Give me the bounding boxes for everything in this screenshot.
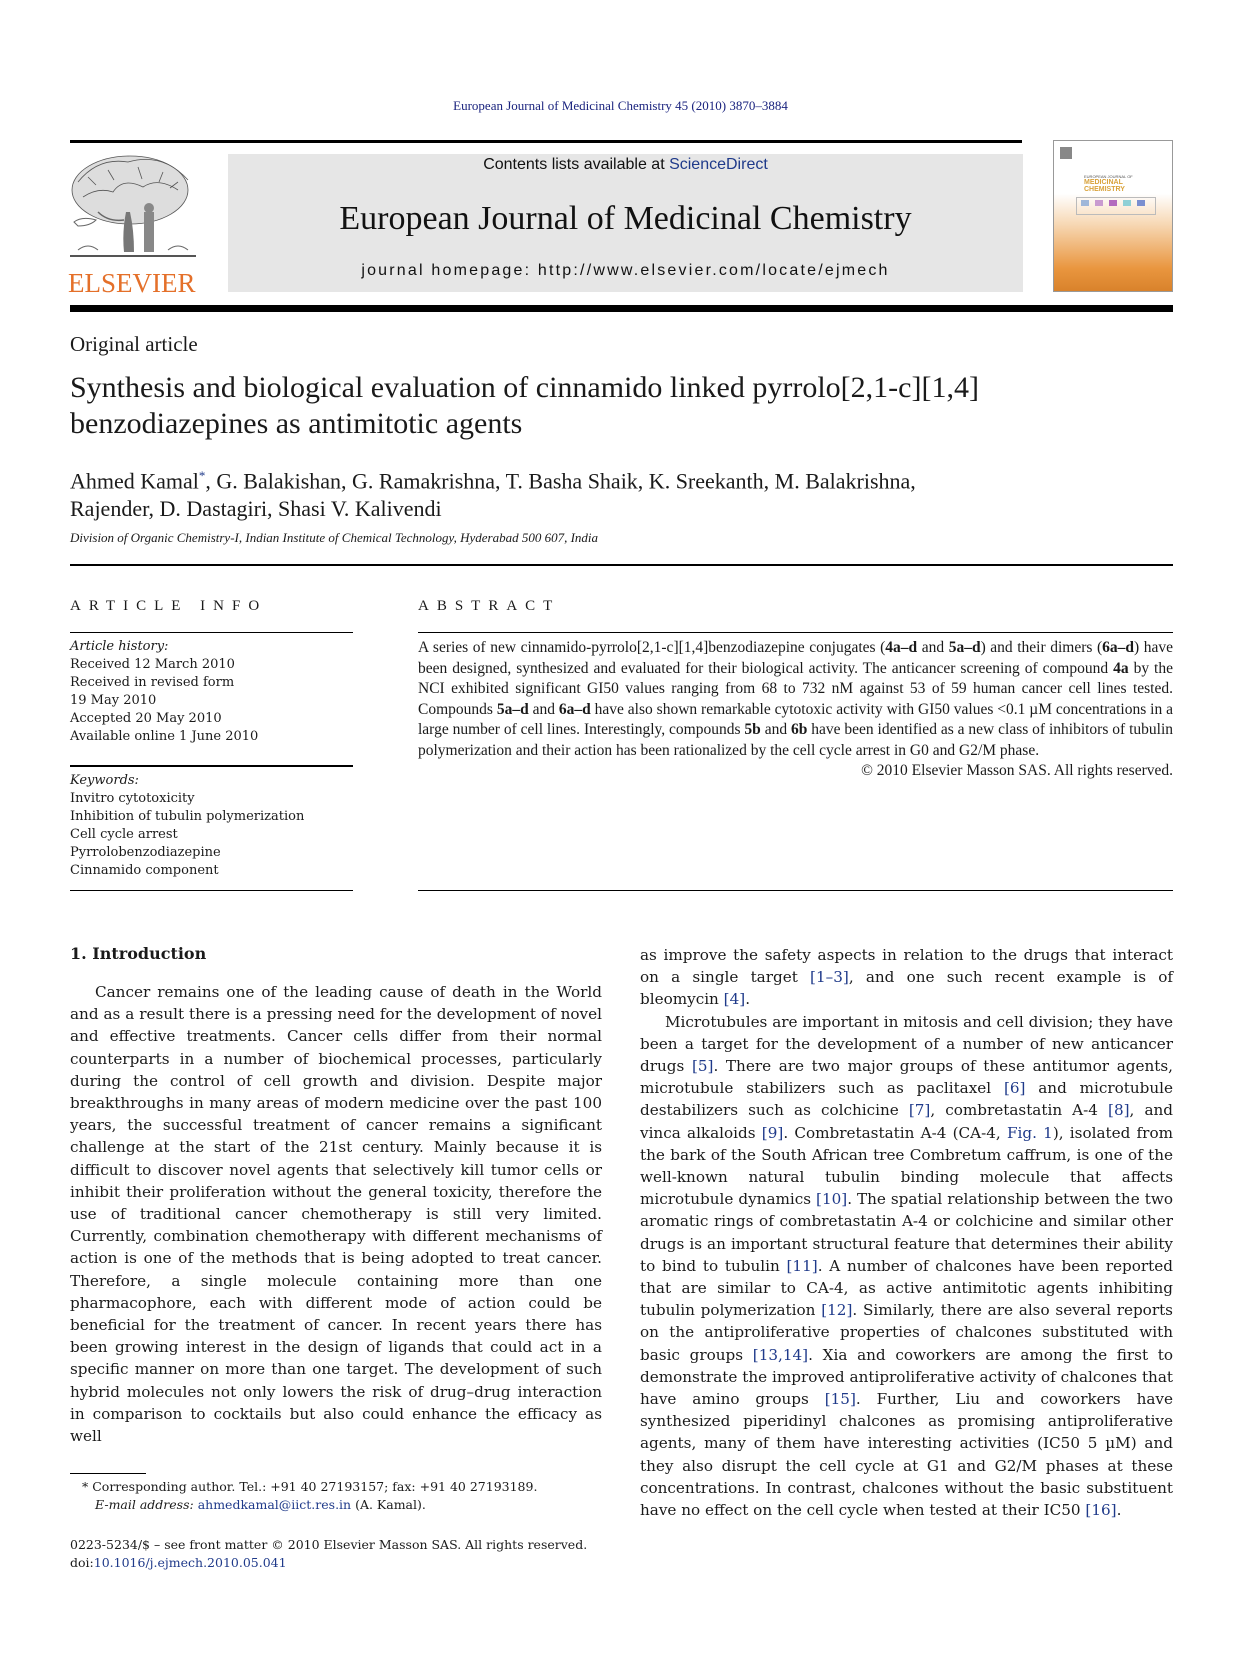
citation-link[interactable]: [16]: [1085, 1501, 1117, 1520]
keywords-label: Keywords:: [70, 773, 139, 788]
history-item: Received in revised form: [70, 675, 235, 690]
corresponding-author-footnote: [82, 1478, 537, 1514]
authors-line2: Rajender, D. Dastagiri, Shasi V. Kalivendi: [70, 496, 442, 522]
figure-link[interactable]: Fig. 1: [1006, 1123, 1053, 1142]
citation-link[interactable]: [6]: [1003, 1079, 1026, 1098]
article-info-heading: ARTICLE INFO: [70, 598, 268, 614]
article-type: Original article: [70, 332, 198, 356]
issn-line: 0223-5234/$ – see front matter © 2010 Elsevier Masson SAS. All rights reserved.: [70, 1537, 588, 1552]
journal-cover-thumbnail[interactable]: [1053, 140, 1173, 292]
article-info-bottom-rule: [70, 890, 353, 891]
footnote-contact: Corresponding author. Tel.: +91 40 27193157; fax: +91 40 27193189.: [88, 1479, 538, 1494]
email-label: E-mail address:: [95, 1497, 198, 1512]
title-rule: [70, 564, 1173, 566]
keywords: [70, 772, 304, 880]
keyword-item: Cell cycle arrest: [70, 827, 178, 842]
citation-link[interactable]: [5]: [691, 1057, 714, 1076]
doi-label: doi:: [70, 1555, 94, 1570]
article-info-rule: [70, 632, 353, 633]
contents-line: [228, 156, 1023, 174]
intro-paragraph-1: Cancer remains one of the leading cause of death in the World and as a result there is a pressing need for the development of novel and effective treatments. Cancer cells differ from their normal counterparts in a number of biochemical processes, particularly during the control of cell growth and division. Despite major breakthroughs in many areas of modern medicine over the past 100 years, the successful treatment of cancer remains a significant challenge at the start of the 21st century. Mainly because it is difficult to discover novel agents that selectively kill tumor cells or inhibit their proliferation without the general toxicity, therefore the use of traditional cancer chemotherapy is still very limited. Currently, combination chemotherapy with different mechanisms of action is one of the methods that is being adopted to treat cancer. Therefore, a single molecule containing more than one pharmacophore, each with different mode of action could be beneficial for the treatment of cancer. In recent years there has been growing interest in the design of ligands that could act in a specific manner on more than one target. The development of such hybrid molecules not only lowers the risk of drug–drug interaction in comparison to cocktails but also could enhance the efficacy as well: [70, 983, 602, 1446]
elsevier-tree-icon: [68, 152, 198, 264]
intro-column-left: [70, 981, 602, 1447]
cover-graphic-strip: [1076, 197, 1156, 215]
citation-link[interactable]: [11]: [786, 1256, 818, 1275]
intro-paragraph-1-cont: as improve the safety aspects in relation to the drugs that interact on a single target [1–3], and one such recent example is of bleomycin [4].: [640, 946, 1174, 1009]
doi-link[interactable]: 10.1016/j.ejmech.2010.05.041: [93, 1555, 287, 1570]
journal-masthead: [228, 154, 1023, 292]
header-rule: [70, 140, 1022, 143]
cover-logo-icon: [1060, 147, 1072, 159]
author-list: [70, 462, 1120, 523]
abstract-body: [418, 638, 1173, 782]
author-corresponding[interactable]: Ahmed Kamal: [70, 468, 199, 494]
running-citation: European Journal of Medicinal Chemistry 45 (2010) 3870–3884: [453, 98, 788, 113]
elsevier-wordmark: ELSEVIER: [68, 268, 196, 298]
email-link[interactable]: ahmedkamal@iict.res.in: [197, 1497, 352, 1512]
cover-title: [1084, 179, 1125, 193]
front-matter: [70, 1536, 587, 1572]
history-label: Article history:: [70, 639, 169, 654]
journal-homepage-link[interactable]: journal homepage: http://www.elsevier.com/locate/ejmech: [361, 262, 890, 279]
cover-line3: CHEMISTRY: [1084, 186, 1125, 193]
citation-link[interactable]: [9]: [761, 1123, 784, 1142]
intro-column-right: [640, 944, 1173, 1521]
history-item: Available online 1 June 2010: [70, 729, 259, 744]
abstract-copyright: © 2010 Elsevier Masson SAS. All rights reserved.: [861, 762, 1173, 779]
citation-link[interactable]: [15]: [824, 1390, 856, 1409]
abstract-rule: [418, 632, 1173, 633]
contents-prefix: Contents lists available at: [483, 156, 670, 173]
citation-link[interactable]: [4]: [723, 990, 746, 1009]
keyword-item: Pyrrolobenzodiazepine: [70, 845, 221, 860]
history-item: Accepted 20 May 2010: [70, 711, 222, 726]
article-history: [70, 638, 258, 746]
citation-link[interactable]: [1–3]: [810, 968, 849, 987]
citation-link[interactable]: [13,14]: [752, 1345, 809, 1364]
keywords-rule: [70, 765, 353, 767]
email-suffix: (A. Kamal).: [351, 1497, 426, 1512]
history-item: Received 12 March 2010: [70, 657, 235, 672]
history-item: 19 May 2010: [70, 693, 157, 708]
sciencedirect-link[interactable]: ScienceDirect: [669, 156, 768, 173]
affiliation: Division of Organic Chemistry-I, Indian Institute of Chemical Technology, Hyderabad 500 607, India: [70, 530, 599, 545]
citation-link[interactable]: [7]: [908, 1101, 931, 1120]
cover-line1: EUROPEAN JOURNAL OF: [1084, 174, 1133, 179]
keyword-item: Inhibition of tubulin polymerization: [70, 809, 305, 824]
citation-link[interactable]: [12]: [821, 1301, 853, 1320]
citation-link[interactable]: [8]: [1108, 1101, 1130, 1120]
article-title: [70, 370, 1120, 442]
abstract-heading: ABSTRACT: [418, 598, 561, 614]
intro-paragraph-2: Microtubules are important in mitosis and cell division; they have been a target for the development of a number of new anticancer drugs [5]. There are two major groups of these antitumor agents, microtubule stabilizers such as paclitaxel [6] and microtubule destabilizers such as colchicine [7], combretastatin A-4 [8], and vinca alkaloids [9]. Combretastatin A-4 (CA-4, Fig. 1), isolated from the bark of the South African tree Combretum caffrum, is one of the well-known natural tubulin binding molecule that affects microtubule dynamics [10]. The spatial relationship between the two aromatic rings of combretastatin A-4 or colchicine and similar other drugs is an important structural feature that determines their ability to bind to tubulin [11]. A number of chalcones have been reported that are similar to CA-4, as active antimitotic agents inhibiting tubulin polymerization [12]. Similarly, there are also several reports on the antiproliferative properties of chalcones substituted with basic groups [13,14]. Xia and coworkers are among the first to demonstrate the improved antiproliferative activity of chalcones that have amino groups [15]. Further, Liu and coworkers have synthesized piperidinyl chalcones as promising antiproliferative agents, many of them have interesting activities (IC50 5 µM) and they also disrupt the cell cycle at G1 and G2/M phases at these concentrations. In contrast, chalcones without the basic substituent have no effect on the cell cycle when tested at their IC50 [16].: [640, 1012, 1174, 1520]
authors-rest: , G. Balakishan, G. Ramakrishna, T. Basha Shaik, K. Sreekanth, M. Balakrishna,: [205, 468, 916, 494]
title-line2: benzodiazepines as antimitotic agents: [70, 407, 523, 440]
section-heading-introduction: 1. Introduction: [70, 944, 207, 963]
footnote-marker: *: [82, 1479, 89, 1494]
abstract-text: A series of new cinnamido-pyrrolo[2,1-c][1,4]benzodiazepine conjugates (4a–d and 5a–d) and their dimers (6a–d) have been designed, synthesized and evaluated for their biological activity. The anticancer screening of compound 4a by the NCI exhibited significant GI50 values ranging from 68 to 732 nM against 53 of 59 human cancer cell lines tested. Compounds 5a–d and 6a–d have also shown remarkable cytotoxic activity with GI50 values <0.1 µM concentrations in a large number of cell lines. Interestingly, compounds 5b and 6b have been identified as a new class of inhibitors of tubulin polymerization and their action has been rationalized by the cell cycle arrest in G0 and G2/M phase.: [418, 639, 1174, 759]
journal-name: European Journal of Medicinal Chemistry: [339, 200, 912, 237]
corresponding-author-marker[interactable]: *: [198, 468, 206, 483]
keyword-item: Cinnamido component: [70, 863, 219, 878]
keyword-item: Invitro cytotoxicity: [70, 791, 195, 806]
elsevier-logo[interactable]: [68, 152, 198, 298]
title-line1: Synthesis and biological evaluation of cinnamido linked pyrrolo[2,1-c][1,4]: [70, 371, 979, 404]
abstract-bottom-rule: [418, 890, 1173, 891]
cover-line2: MEDICINAL: [1084, 179, 1123, 186]
citation-link[interactable]: [10]: [816, 1190, 848, 1209]
footnote-rule: [70, 1473, 146, 1474]
masthead-rule: [70, 305, 1173, 312]
